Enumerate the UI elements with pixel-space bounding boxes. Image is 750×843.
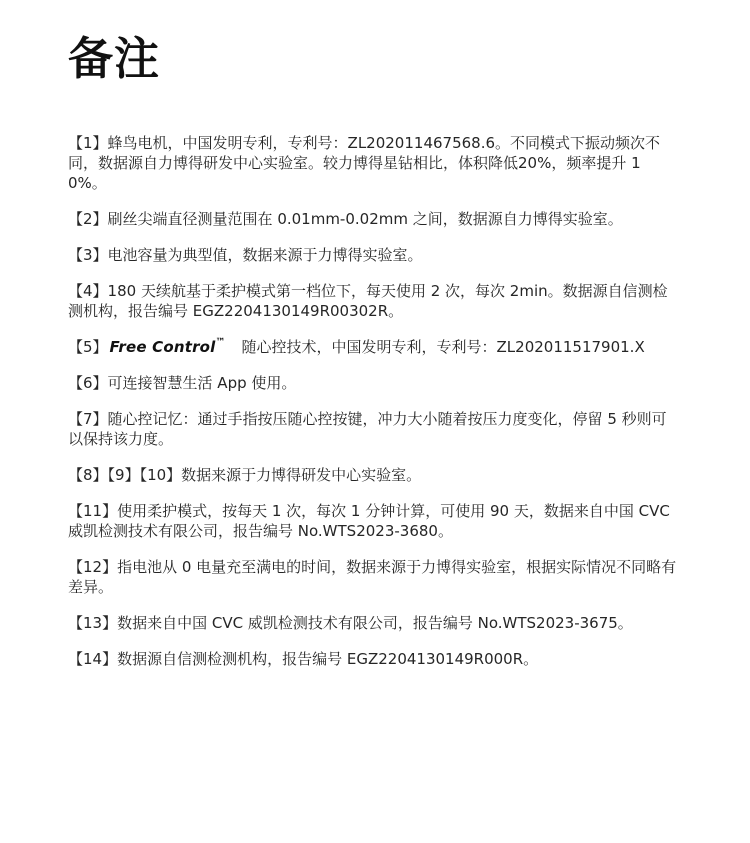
note-6: 【6】可连接智慧生活 App 使用。: [68, 374, 297, 392]
free-control-trademark: ™: [215, 337, 226, 348]
free-control-logo: Free Control: [109, 338, 216, 356]
page-title: 备注: [68, 32, 161, 85]
note-2: 【2】刷丝尖端直径测量范围在 0.01mm-0.02mm 之间，数据源自力博得实验室。: [68, 210, 623, 228]
note-12: 【12】指电池从 0 电量充至满电的时间，数据来源于力博得实验室，根据实际情况不同略有差异。: [68, 558, 677, 596]
note-7: 【7】随心控记忆：通过手指按压随心控按键，冲力大小随着按压力度变化，停留 5 秒则可以保持该力度。: [68, 410, 667, 448]
note-8-10: 【8】【9】【10】数据来源于力博得研发中心实验室。: [68, 466, 422, 484]
note-3: 【3】电池容量为典型值，数据来源于力博得实验室。: [68, 246, 423, 264]
note-11: 【11】使用柔护模式，按每天 1 次，每次 1 分钟计算，可使用 90 天，数据来自中国 CVC 威凯检测技术有限公司，报告编号 No.WTS2023-3680。: [68, 502, 670, 540]
note-14: 【14】数据源自信测检测机构，报告编号 EGZ2204130149R000R。: [68, 650, 539, 668]
note-5-prefix: 【5】: [68, 338, 108, 356]
note-1: 【1】蜂鸟电机，中国发明专利，专利号：ZL202011467568.6。不同模式下振动频次不同，数据源自力博得研发中心实验室。较力博得星钻相比，体积降低20%，频率提升 10%。: [68, 134, 661, 192]
note-5: [68, 337, 678, 357]
notes-list: [68, 133, 678, 685]
note-4: 【4】180 天续航基于柔护模式第一档位下，每天使用 2 次，每次 2min。数据源自信测检测机构，报告编号 EGZ2204130149R00302R。: [68, 282, 668, 320]
note-5-text: 随心控技术，中国发明专利，专利号：ZL202011517901.X: [241, 338, 645, 356]
note-13: 【13】数据来自中国 CVC 威凯检测技术有限公司，报告编号 No.WTS2023-3675。: [68, 614, 633, 632]
